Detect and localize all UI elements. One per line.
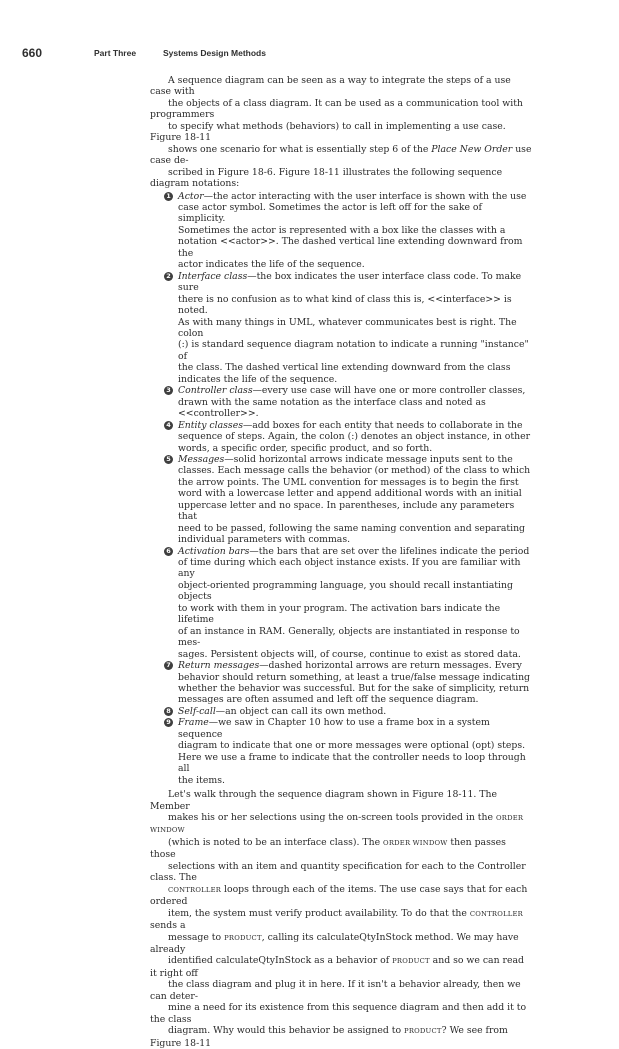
intro-line: scribed in Figure 18-6. Figure 18-11 illustrates the following sequence diagram notations: [150, 166, 503, 190]
notation-line: case actor symbol. Sometimes the actor is left off for the sake of simplicity. [178, 201, 482, 225]
notation-line: sequence of steps. Again, the colon (:) denotes an object instance, in other [178, 431, 531, 443]
notation-term: Entity classes [178, 419, 243, 431]
walkthrough-line: makes his or her selections using the on-screen tools provided in the ORDER WINDOW [150, 812, 524, 835]
page-body [150, 75, 532, 1049]
number-badge: 3 [164, 386, 173, 395]
notation-term: Self-call [178, 705, 216, 717]
notation-line: drawn with the same notation as the interface class and noted as [178, 396, 486, 408]
intro-paragraph [150, 75, 532, 190]
notation-item [164, 717, 532, 786]
walkthrough-line: CONTROLLER loops through each of the items. The use case says that for each ordered [150, 883, 528, 908]
walkthrough-line: mine a need for its existence from this sequence diagram and then add it to the class [150, 1002, 527, 1025]
notation-line: whether the behavior was successful. But for the sake of simplicity, return [178, 683, 530, 695]
number-badge: 7 [164, 661, 173, 670]
notation-line: to work with them in your program. The activation bars indicate the lifetime [178, 602, 501, 626]
notation-item [164, 660, 532, 706]
intro-line: shows one scenario for what is essentially step 6 of the Place New Order use case de- [150, 143, 532, 167]
notation-item [164, 191, 532, 271]
notation-text: —solid horizontal arrows indicate message inputs sent to the [224, 453, 513, 465]
notation-line: words, a specific order, specific product, and so forth. [178, 442, 433, 454]
class-name: PRODUCT [392, 957, 430, 966]
notation-line: Sometimes the actor is represented with a box like the classes with a [178, 224, 506, 236]
notation-text: —dashed horizontal arrows are return messages. Every [259, 660, 522, 672]
notation-list [164, 191, 532, 787]
notation-text: —an object can call its own method. [215, 705, 387, 717]
notation-line: the items. [178, 774, 225, 786]
notation-line: classes. Each message calls the behavior (or method) of the class to which [178, 465, 531, 477]
notation-line: (:) is standard sequence diagram notation to indicate a running "instance" of [178, 339, 529, 362]
part-label: Part Three [94, 48, 137, 58]
notation-text: —the bars that are set over the lifelines indicate the period [249, 545, 530, 557]
class-name: CONTROLLER [168, 885, 222, 894]
notation-term: Return messages [178, 660, 260, 672]
intro-line: A sequence diagram can be seen as a way to integrate the steps of a use case with [150, 75, 511, 98]
notation-term: Interface class [178, 270, 248, 282]
walkthrough-line: identified calculateQtyInStock as a behavior of PRODUCT and so we can read it right off [150, 955, 524, 979]
notation-line [178, 706, 532, 717]
walkthrough-line: (which is noted to be an interface class). The ORDER WINDOW then passes those [150, 836, 506, 861]
walkthrough-line: selections with an item and quantity specification for each to the Controller class. The [150, 860, 526, 884]
number-badge: 1 [164, 192, 173, 201]
notation-line: messages are often assumed and left off the sequence diagram. [178, 694, 479, 706]
page-header [22, 46, 582, 62]
notation-term: Actor [178, 190, 204, 202]
walkthrough-line: Let's walk through the sequence diagram shown in Figure 18-11. The Member [150, 789, 497, 812]
notation-line [178, 385, 532, 396]
notation-text: —we saw in Chapter 10 how to use a frame box in a system sequence [178, 717, 490, 740]
notation-line [178, 546, 532, 557]
number-badge: 6 [164, 547, 173, 556]
notation-text: —the actor interacting with the user interface is shown with the use [203, 190, 527, 202]
class-name: PRODUCT [224, 933, 262, 942]
notation-text: —the box indicates the user interface class code. To make sure [178, 270, 522, 294]
notation-line: actor indicates the life of the sequence. [178, 259, 365, 271]
number-badge: 5 [164, 455, 173, 464]
number-badge: 4 [164, 421, 173, 430]
notation-line: the class. The dashed vertical line extending downward from the class [178, 362, 511, 374]
notation-item [164, 271, 532, 386]
notation-line: Here we use a frame to indicate that the controller needs to loop through all [178, 751, 526, 775]
class-name: PRODUCT [404, 1027, 442, 1036]
notation-line [178, 454, 532, 465]
page-number: 660 [22, 46, 43, 60]
notation-line: diagram to indicate that one or more messages were optional (opt) steps. [178, 740, 526, 752]
notation-term: Frame [178, 717, 209, 729]
notation-term: Messages [178, 453, 225, 465]
walkthrough-line: item, the system must verify product availability. To do that the CONTROLLER sends a [150, 907, 523, 932]
intro-line: the objects of a class diagram. It can be used as a communication tool with programmers [150, 97, 523, 121]
number-badge: 9 [164, 718, 173, 727]
notation-line [178, 660, 532, 671]
notation-line: of time during which each object instance exists. If you are familiar with any [178, 557, 521, 580]
notation-item [164, 420, 532, 454]
use-case-name: Place New Order [431, 143, 513, 155]
walkthrough-line: message to PRODUCT, calling its calculateQtyInStock method. We may have already [150, 931, 519, 955]
notation-item [164, 546, 532, 661]
intro-line: to specify what methods (behaviors) to call in implementing a use case. Figure 18-11 [150, 120, 506, 144]
notation-line: behavior should return something, at least a true/false message indicating [178, 671, 531, 683]
notation-line: there is no confusion as to what kind of class this is, <<interface>> is noted. [178, 293, 512, 317]
notation-line: As with many things in UML, whatever communicates best is right. The colon [178, 316, 517, 339]
walkthrough-line: diagram. Why would this behavior be assigned to PRODUCT? We see from Figure 18-11 [150, 1025, 508, 1049]
class-name: ORDER WINDOW [383, 838, 448, 847]
notation-item [164, 454, 532, 546]
notation-item [164, 385, 532, 419]
class-name: ORDER WINDOW [150, 814, 524, 835]
notation-line [178, 420, 532, 431]
class-name: CONTROLLER [469, 909, 523, 918]
walkthrough-line: the class diagram and plug it in here. If it isn't a behavior already, then we can deter- [150, 979, 521, 1002]
notation-line: <<controller>>. [178, 408, 259, 420]
notation-line: need to be passed, following the same naming convention and separating [178, 522, 526, 534]
walkthrough-paragraph [150, 789, 532, 1049]
notation-line: indicates the life of the sequence. [178, 373, 338, 385]
notation-line [178, 191, 532, 202]
notation-term: Activation bars [178, 545, 250, 557]
notation-line: individual parameters with commas. [178, 534, 351, 546]
notation-text: —add boxes for each entity that needs to collaborate in the [242, 419, 523, 431]
number-badge: 2 [164, 272, 173, 281]
notation-line: sages. Persistent objects will, of course, continue to exist as stored data. [178, 648, 521, 660]
notation-line: notation <<actor>>. The dashed vertical line extending downward from the [178, 236, 523, 259]
notation-line: object-oriented programming language, you should recall instantiating objects [178, 579, 513, 603]
number-badge: 8 [164, 707, 173, 716]
notation-text: —every use case will have one or more controller classes, [252, 385, 526, 397]
notation-line: of an instance in RAM. Generally, objects are instantiated in response to mes- [178, 625, 520, 649]
notation-line: uppercase letter and no space. In parentheses, include any parameters that [178, 499, 515, 523]
notation-term: Controller class [178, 385, 253, 397]
notation-line: word with a lowercase letter and append additional words with an initial [178, 488, 522, 500]
notation-line [178, 717, 532, 740]
section-title: Systems Design Methods [163, 48, 266, 58]
notation-line [178, 271, 532, 294]
notation-line: the arrow points. The UML convention for messages is to begin the first [178, 476, 519, 488]
notation-item [164, 706, 532, 717]
